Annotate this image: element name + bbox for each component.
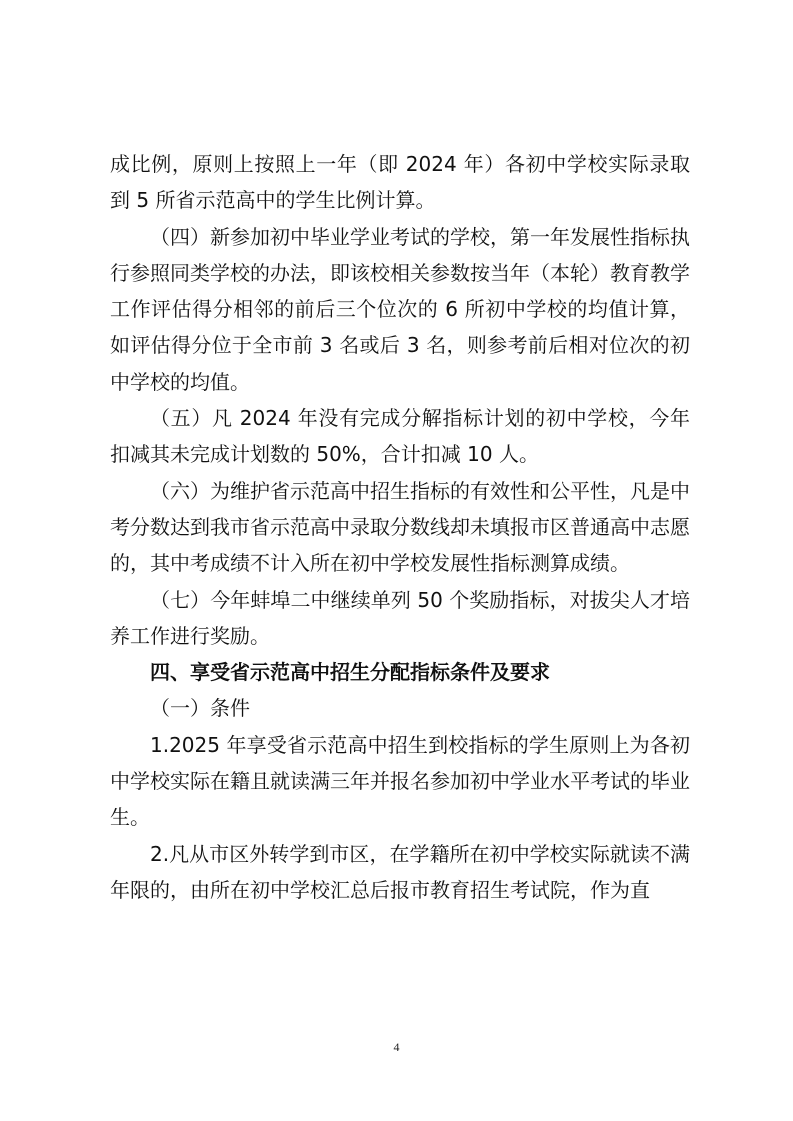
- paragraph-item-5: （五）凡 2024 年没有完成分解指标计划的初中学校，今年扣减其未完成计划数的 50%，合计扣减 10 人。: [110, 406, 690, 467]
- paragraph-item-7: （七）今年蚌埠二中继续单列 50 个奖励指标，对拔尖人才培养工作进行奖励。: [110, 587, 690, 648]
- paragraph-item-6: （六）为维护省示范高中招生指标的有效性和公平性，凡是中考分数达到我市省示范高中录取分数线却未填报市区普通高中志愿的，其中考成绩不计入所在初中学校发展性指标测算成绩。: [110, 478, 690, 576]
- paragraph-continuation: 成比例，原则上按照上一年（即 2024 年）各初中学校实际录取到 5 所省示范高中的学生比例计算。: [110, 152, 690, 213]
- page-number: 4: [393, 1040, 400, 1054]
- section-heading: 四、享受省示范高中招生分配指标条件及要求: [150, 660, 550, 685]
- condition-item-2: 2.凡从市区外转学到市区，在学籍所在初中学校实际就读不满年限的，由所在初中学校汇总后报市教育招生考试院，作为直: [110, 841, 690, 902]
- subsection-heading-conditions: （一）条件: [150, 696, 250, 721]
- condition-item-1: 1.2025 年享受省示范高中招生到校指标的学生原则上为各初中学校实际在籍且就读满三年并报名参加初中学业水平考试的毕业生。: [110, 732, 690, 830]
- document-body: [110, 146, 690, 908]
- paragraph-item-4: （四）新参加初中毕业学业考试的学校，第一年发展性指标执行参照同类学校的办法，即该校相关参数按当年（本轮）教育教学工作评估得分相邻的前后三个位次的 6 所初中学校的均值计算，如评估得分位于全市前 3 名或后 3 名，则参考前后相对位次的初中学校的均值。: [110, 224, 690, 394]
